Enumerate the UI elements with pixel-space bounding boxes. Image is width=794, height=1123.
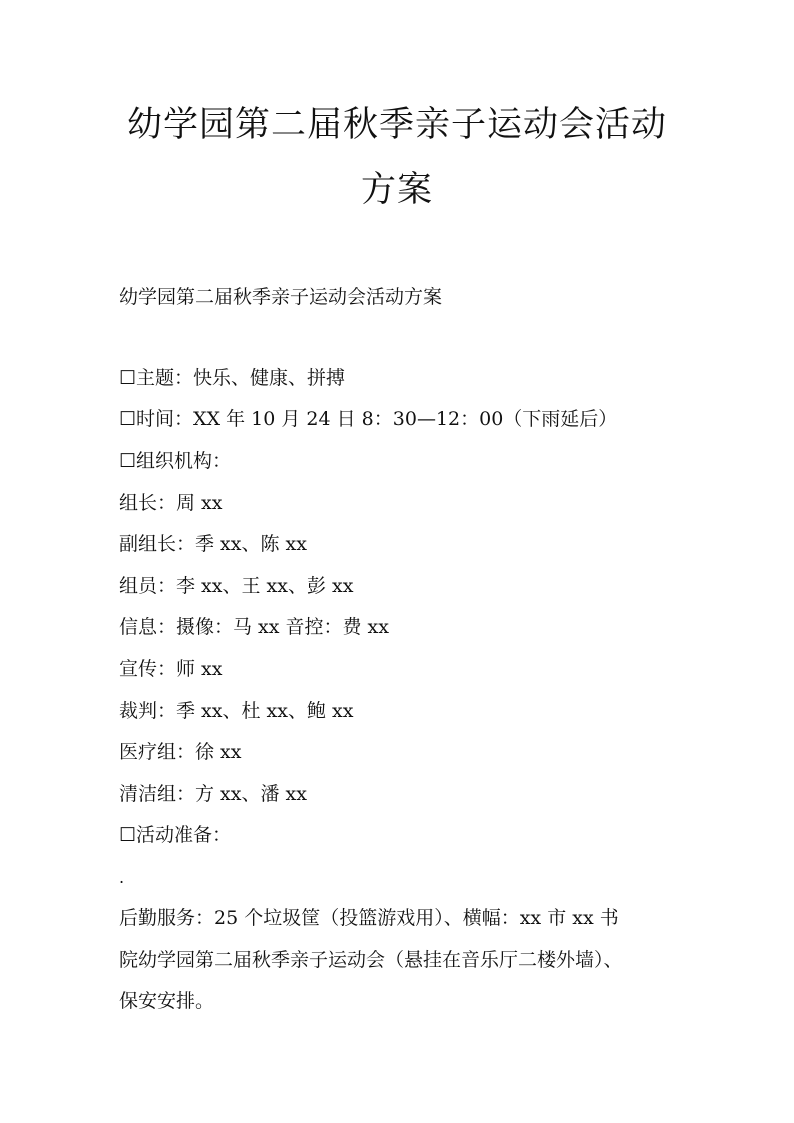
cleaning-line: 清洁组：方 xx、潘 xx — [119, 783, 307, 805]
preparation-heading: ☐活动准备： — [119, 824, 232, 846]
logistics-line-2: 院幼学园第二届秋季亲子运动会（悬挂在音乐厅二楼外墙）、 — [119, 949, 623, 971]
organization-heading: ☐组织机构： — [119, 450, 232, 472]
medical-line: 医疗组：徐 xx — [119, 741, 242, 763]
logistics-line-1: 后勤服务：25 个垃圾筐（投篮游戏用）、横幅：xx 市 xx 书 — [119, 907, 619, 929]
publicity-line: 宣传：师 xx — [119, 658, 223, 680]
document-subtitle: 幼学园第二届秋季亲子运动会活动方案 — [119, 286, 443, 308]
referee-line: 裁判：季 xx、杜 xx、鲍 xx — [119, 700, 354, 722]
theme-line: ☐主题：快乐、健康、拼搏 — [119, 367, 346, 389]
members-line: 组员：李 xx、王 xx、彭 xx — [119, 575, 354, 597]
time-line: ☐时间：XX 年 10 月 24 日 8：30—12：00（下雨延后） — [119, 408, 618, 430]
document-title-line-1: 幼学园第二届秋季亲子运动会活动 — [126, 105, 667, 145]
document-title-line-2: 方案 — [360, 170, 433, 210]
info-line: 信息：摄像：马 xx 音控：费 xx — [119, 616, 389, 638]
vice-leader-line: 副组长：季 xx、陈 xx — [119, 533, 307, 555]
dot-mark: . — [119, 868, 125, 887]
logistics-line-3: 保安安排。 — [119, 990, 215, 1012]
leader-line: 组长：周 xx — [119, 492, 223, 514]
